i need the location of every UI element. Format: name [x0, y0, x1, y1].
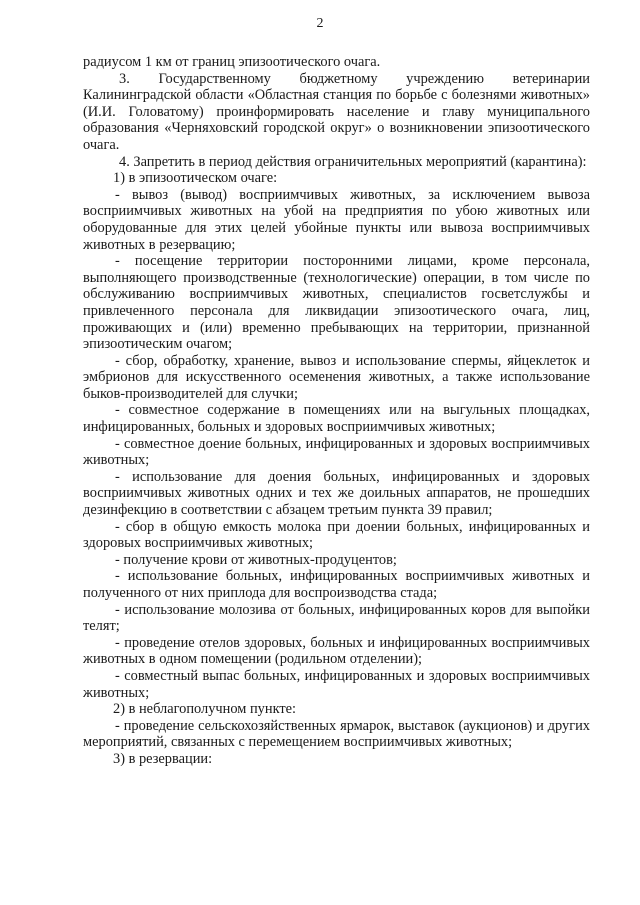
list-item: - использование больных, инфицированных восприимчивых животных и полученного от них приплода для воспроизводства стада;: [83, 568, 590, 601]
list-item: - использование молозива от больных, инфицированных коров для выпойки телят;: [83, 601, 590, 635]
paragraph-item-4: 4. Запретить в период действия ограничительных мероприятий (карантина):: [119, 153, 587, 170]
list-item: - совместное содержание в помещениях или на выгульных площадках, инфицированных, больных и здоровых восприимчивых животных;: [83, 402, 590, 436]
paragraph-continuation: радиусом 1 км от границ эпизоотического очага.: [83, 54, 381, 70]
subsection-unfavorable-point: 2) в неблагополучном пункте:: [113, 701, 297, 718]
list-item: - проведение сельскохозяйственных ярмарок, выставок (аукционов) и других мероприятий, связанных с перемещением восприимчивых животных;: [83, 717, 590, 751]
list-item: - совместное доение больных, инфицированных и здоровых восприимчивых животных;: [83, 435, 590, 469]
document-body: [83, 54, 590, 768]
page-number: 2: [316, 16, 324, 31]
subsection-reservation: 3) в резервации:: [113, 750, 213, 767]
list-item: - совместный выпас больных, инфицированных и здоровых восприимчивых животных;: [83, 667, 590, 701]
list-item: - получение крови от животных-продуцентов;: [115, 551, 397, 568]
list-item: - сбор, обработку, хранение, вывоз и использование спермы, яйцеклеток и эмбрионов для искусственного осеменения животных, а также использование быков-производителей для случки;: [83, 352, 590, 402]
list-item: - посещение территории посторонними лицами, кроме персонала, выполняющего производственные (технологические) операции, в том числе по обслуживанию восприимчивых животных, специалистов госветслужбы и привлеченного персонала для ликвидации эпизоотического очага, лиц, проживающих и (или) временно пребывающих на территории, признанной эпизоотическим очагом;: [83, 253, 590, 353]
paragraph-item-3: 3. Государственному бюджетному учреждению ветеринарии Калининградской области «Областная станция по борьбе с болезнями животных» (И.И. Головатому) проинформировать население и главу муниципального образования «Черняховский городской округ» о возникновении эпизоотического очага.: [83, 70, 590, 153]
list-item: - вывоз (вывод) восприимчивых животных, за исключением вывоза восприимчивых животных на убой на предприятия по убою животных или оборудованные для этих целей убойные пункты или вывоза восприимчивых животных в резервацию;: [83, 186, 590, 253]
list-item: - сбор в общую емкость молока при доении больных, инфицированных и здоровых восприимчивых животных;: [83, 518, 590, 552]
list-item: - проведение отелов здоровых, больных и инфицированных восприимчивых животных в одном помещении (родильном отделении);: [83, 634, 590, 668]
list-item: - использование для доения больных, инфицированных и здоровых восприимчивых животных одних и тех же доильных аппаратов, не прошедших дезинфекцию в соответствии с абзацем третьим пункта 39 правил;: [83, 468, 590, 519]
subsection-epizootic-focus: 1) в эпизоотическом очаге:: [113, 170, 278, 187]
